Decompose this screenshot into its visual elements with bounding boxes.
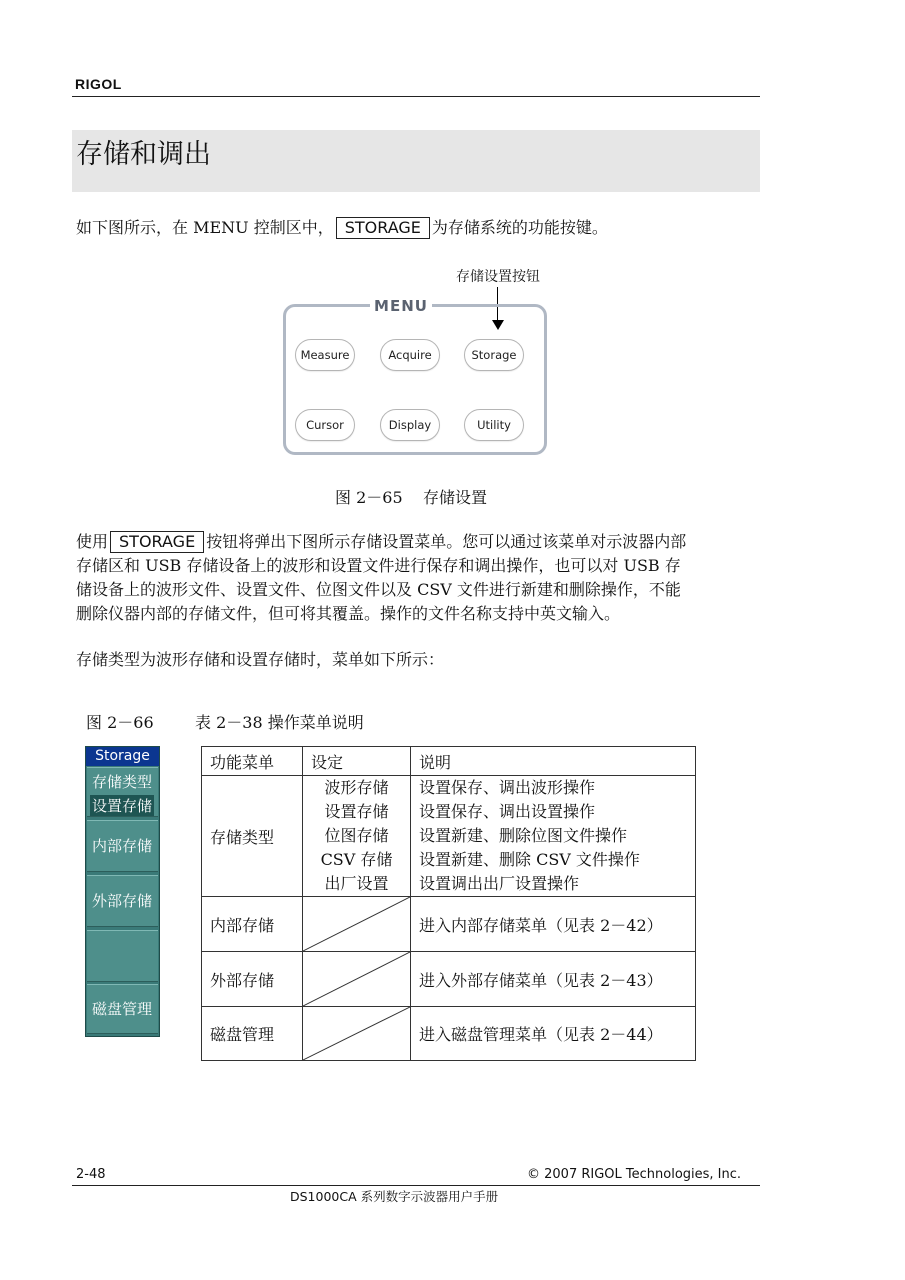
internal-storage-label: 内部存储 [92,837,153,855]
menu-intro-paragraph: 存储类型为波形存储和设置存储时，菜单如下所示： [76,650,445,669]
brand-logo: RIGOL [75,76,122,92]
table-cell-menu: 内部存储 [202,897,303,952]
description-item: 设置新建、删除位图文件操作 [419,826,628,845]
table-cell-empty-diagonal [303,897,411,952]
table-cell-description: 进入外部存储菜单（见表 2－43） [411,952,696,1007]
storage-key-label-2: STORAGE [110,531,204,553]
diagonal-line [303,1007,410,1060]
table-header-cell: 功能菜单 [202,747,303,776]
description-item: 设置保存、调出设置操作 [419,802,596,821]
side-menu-storage-type[interactable] [87,767,158,817]
disk-management-label: 磁盘管理 [92,1000,153,1018]
table-header-row [202,747,696,776]
storage-button[interactable]: Storage [464,339,524,371]
table-cell-description: 进入内部存储菜单（见表 2－42） [411,897,696,952]
figure-65-caption [335,485,487,508]
utility-button[interactable]: Utility [464,409,524,441]
table-row [202,952,696,1007]
description-item: 设置调出出厂设置操作 [419,874,580,893]
page-number: 2-48 [76,1167,106,1182]
table-cell-menu: 磁盘管理 [202,1007,303,1061]
table-row [202,1007,696,1061]
setting-item: CSV 存储 [320,850,393,869]
operation-menu-table [201,746,696,1061]
table-cell-settings [303,776,411,897]
external-storage-label: 外部存储 [92,892,153,910]
setting-item: 出厂设置 [324,874,389,893]
description-item: 设置新建、删除 CSV 文件操作 [419,850,640,869]
menu-panel-label: MENU [370,297,432,315]
para2-after: 按钮将弹出下图所示存储设置菜单。您可以通过该菜单对示波器内部 [206,532,687,551]
cursor-button[interactable]: Cursor [295,409,355,441]
table-cell-menu: 外部存储 [202,952,303,1007]
table-header-cell: 说明 [411,747,696,776]
storage-type-label: 存储类型 [92,773,153,791]
display-button[interactable]: Display [380,409,440,441]
storage-key-label: STORAGE [336,217,430,239]
storage-paragraph-line-1 [76,530,758,554]
setting-item: 位图存储 [324,826,389,845]
storage-paragraph-line-2: 存储区和 USB 存储设备上的波形和设置文件进行保存和调出操作，也可以对 USB 存 [76,556,681,575]
description-item: 设置保存、调出波形操作 [419,778,596,797]
storage-button-annotation: 存储设置按钮 [456,269,540,285]
acquire-button[interactable]: Acquire [380,339,440,371]
table-cell-empty-diagonal [303,1007,411,1061]
copyright-text: © 2007 RIGOL Technologies, Inc. [527,1167,742,1182]
storage-type-value: 设置存储 [92,797,153,815]
measure-button[interactable]: Measure [295,339,355,371]
manual-title: DS1000CA 系列数字示波器用户手册 [290,1189,499,1204]
diagonal-line [303,952,410,1006]
table-row [202,897,696,952]
table-38-caption: 表 2－38 操作菜单说明 [195,713,364,732]
para2-before: 使用 [76,532,109,551]
table-cell-description: 进入磁盘管理菜单（见表 2－44） [411,1007,696,1061]
header-rule [72,96,760,97]
storage-paragraph [76,530,758,626]
diagonal-line [303,897,410,951]
table-cell-menu: 存储类型 [202,776,303,897]
side-menu-title: Storage [86,747,159,766]
table-cell-descriptions [411,776,696,897]
side-menu-empty-slot[interactable] [87,930,158,982]
side-menu-external-storage[interactable] [87,875,158,927]
intro-paragraph [76,216,758,240]
figure-66-caption: 图 2－66 [86,713,154,732]
setting-item: 设置存储 [324,802,389,821]
table-cell-empty-diagonal [303,952,411,1007]
storage-paragraph-line-4: 删除仪器内部的存储文件，但可将其覆盖。操作的文件名称支持中英文输入。 [76,604,621,623]
figure-65-number: 图 2－65 [335,488,403,507]
figure-65-text: 存储设置 [422,488,487,507]
intro-text-before: 如下图所示，在 MENU 控制区中， [76,218,334,237]
storage-paragraph-line-3: 储设备上的波形文件、设置文件、位图文件以及 CSV 文件进行新建和删除操作，不能 [76,580,681,599]
table-header-cell: 设定 [303,747,411,776]
side-menu-internal-storage[interactable] [87,820,158,872]
side-menu-disk-management[interactable] [87,984,158,1034]
section-title: 存储和调出 [76,139,211,170]
table-row [202,776,696,897]
footer-rule [72,1185,760,1186]
intro-text-after: 为存储系统的功能按键。 [431,218,608,237]
setting-item: 波形存储 [324,778,389,797]
